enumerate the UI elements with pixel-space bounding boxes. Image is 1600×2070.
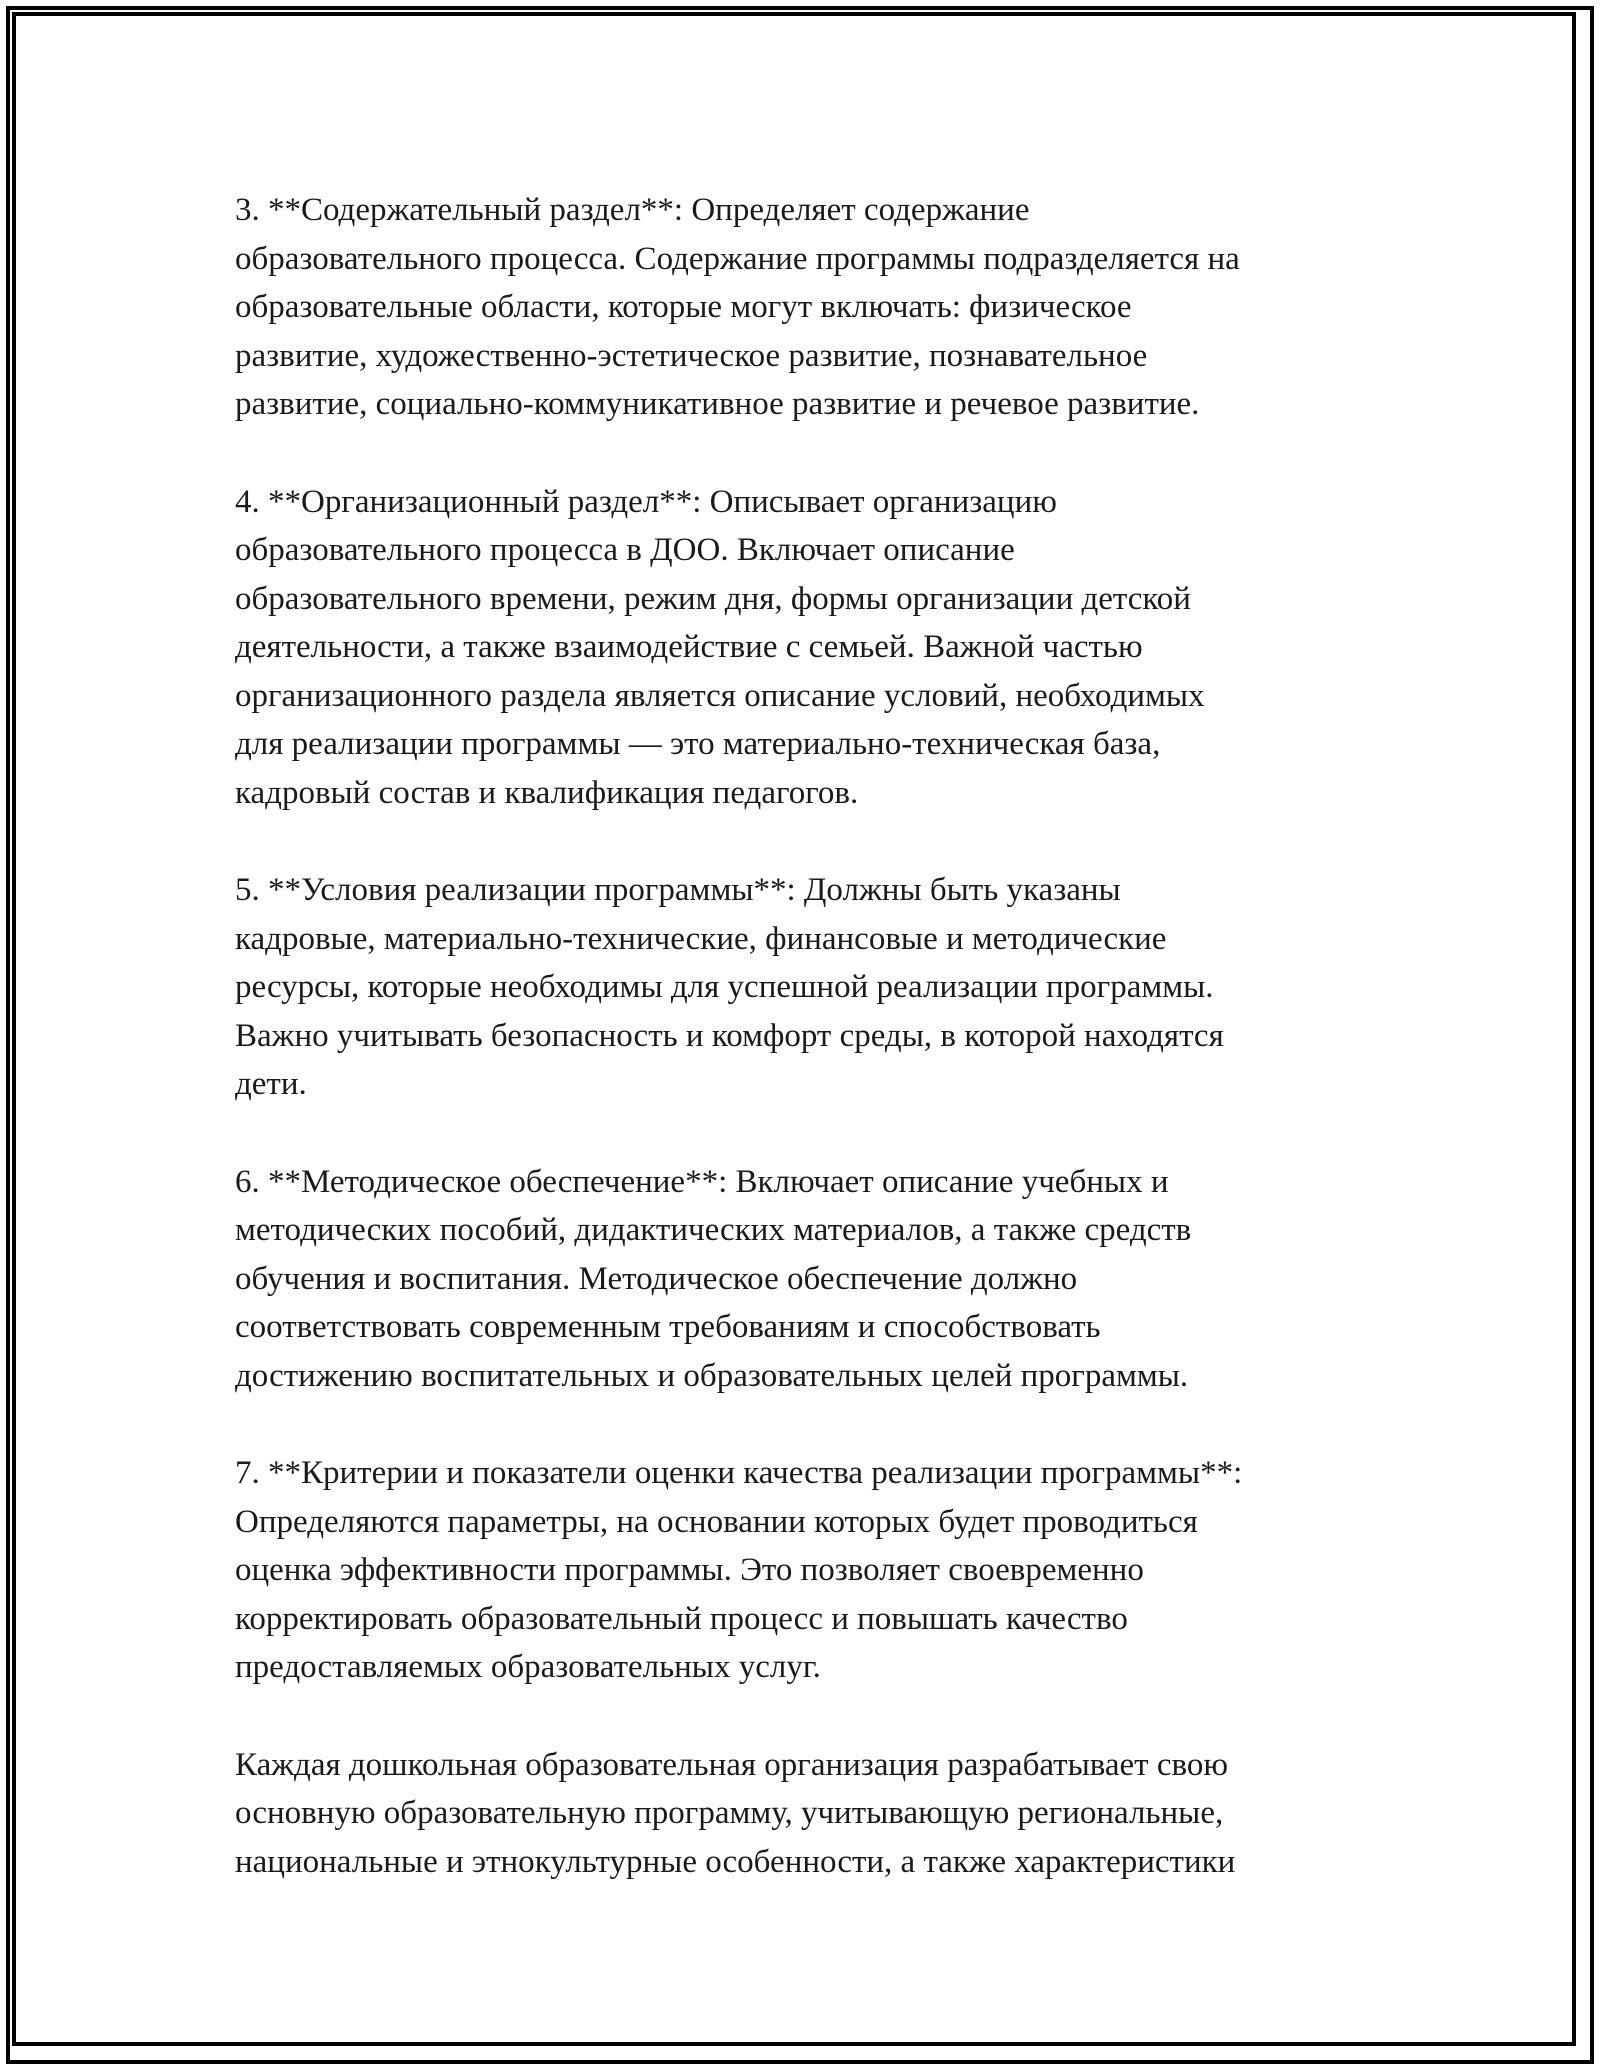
paragraph-implementation-conditions	[235, 866, 1385, 1109]
paragraph-quality-criteria	[235, 1449, 1385, 1692]
text-line: 7. **Критерии и показатели оценки качества реализации программы**:	[235, 1455, 1243, 1491]
text-line: основную образовательную программу, учитывающую региональные,	[235, 1795, 1224, 1831]
text-line: кадровый состав и квалификация педагогов.	[235, 774, 859, 811]
text-line: развитие, социально-коммуникативное развитие и речевое развитие.	[235, 386, 1200, 422]
text-line: методических пособий, дидактических материалов, а также средств	[235, 1212, 1192, 1248]
text-line: 5. **Условия реализации программы**: Должны быть указаны	[235, 872, 1121, 908]
paragraph-content-section	[235, 186, 1385, 429]
text-line: деятельности, а также взаимодействие с семьей. Важной частью	[235, 629, 1143, 665]
text-line: оценка эффективности программы. Это позволяет своевременно	[235, 1552, 1144, 1588]
paragraph-organizational-section	[235, 478, 1385, 818]
text-line: Важно учитывать безопасность и комфорт среды, в которой находятся	[235, 1017, 1224, 1054]
text-line: образовательного процесса в ДОО. Включает описание	[235, 532, 1015, 568]
document-body	[235, 186, 1385, 1935]
text-line: кадровые, материально-технические, финансовые и методические	[235, 920, 1167, 957]
text-line: национальные и этнокультурные особенности, а также характеристики	[235, 1843, 1236, 1880]
text-line: 3. **Содержательный раздел**: Определяет содержание	[235, 192, 1030, 228]
text-line: развитие, художественно-эстетическое развитие, познавательное	[235, 337, 1148, 374]
paragraph-methodological-support	[235, 1158, 1385, 1401]
paragraph-closing	[235, 1741, 1385, 1887]
text-line: дети.	[235, 1066, 307, 1102]
text-line: образовательного времени, режим дня, формы организации детской	[235, 580, 1191, 617]
text-line: Определяются параметры, на основании которых будет проводиться	[235, 1503, 1198, 1540]
text-line: соответствовать современным требованиям и способствовать	[235, 1309, 1101, 1345]
text-line: образовательного процесса. Содержание программы подразделяется на	[235, 240, 1240, 277]
text-line: 6. **Методическое обеспечение**: Включает описание учебных и	[235, 1163, 1169, 1200]
text-line: 4. **Организационный раздел**: Описывает организацию	[235, 483, 1057, 520]
text-line: достижению воспитательных и образовательных целей программы.	[235, 1357, 1189, 1394]
text-line: организационного раздела является описание условий, необходимых	[235, 677, 1205, 714]
text-line: обучения и воспитания. Методическое обеспечение должно	[235, 1260, 1078, 1297]
text-line: ресурсы, которые необходимы для успешной реализации программы.	[235, 969, 1214, 1005]
text-line: образовательные области, которые могут включать: физическое	[235, 289, 1132, 325]
text-line: Каждая дошкольная образовательная организация разрабатывает свою	[235, 1746, 1229, 1783]
text-line: корректировать образовательный процесс и повышать качество	[235, 1600, 1128, 1637]
text-line: предоставляемых образовательных услуг.	[235, 1649, 821, 1685]
text-line: для реализации программы — это материально-техническая база,	[235, 726, 1161, 762]
